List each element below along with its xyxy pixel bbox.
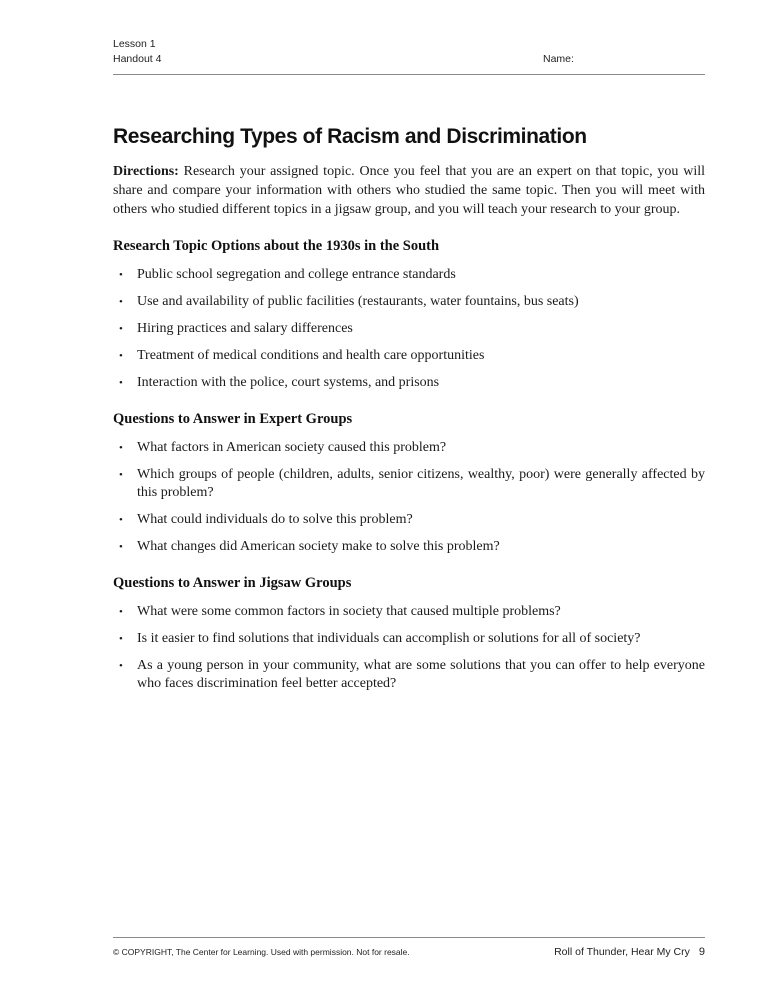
bullet-icon: • [119,541,123,553]
bullet-icon: • [119,660,123,672]
list-item-text: Treatment of medical conditions and health care opportunities [137,348,485,363]
page-title: Researching Types of Racism and Discrimination [113,125,587,148]
list-item [113,374,705,392]
list-item [113,466,705,502]
list-item-text: Which groups of people (children, adults, senior citizens, wealthy, poor) were generally affected by this problem? [137,467,705,500]
bullet-icon: • [119,469,123,481]
section-heading-research-topics: Research Topic Options about the 1930s in the South [113,238,440,254]
list-item [113,320,705,338]
bullet-icon: • [119,633,123,645]
page-header [113,0,705,75]
jigsaw-groups-list [113,603,705,693]
page-number: 9 [698,946,705,958]
name-field-area [543,52,705,67]
directions-text: Research your assigned topic. Once you feel that you are an expert on that topic, you will share and compare your information with others who studied the same topic. Then you will meet with others who studied different topics in a jigsaw group, and you will teach your research to your group. [113,164,705,217]
list-item-text: What were some common factors in society that caused multiple problems? [137,604,561,619]
list-item-text: What factors in American society caused this problem? [137,440,447,455]
expert-groups-list [113,439,705,556]
list-item-text: Is it easier to find solutions that individuals can accomplish or solutions for all of society? [137,631,641,646]
list-item [113,538,705,556]
directions-paragraph [113,162,705,219]
footer-book-block [554,946,705,958]
list-item [113,293,705,311]
list-item-text: Hiring practices and salary differences [137,321,353,336]
list-item-text: What changes did American society make to solve this problem? [137,539,500,554]
section-heading-jigsaw-groups: Questions to Answer in Jigsaw Groups [113,575,352,591]
list-item [113,511,705,529]
lesson-label: Lesson 1 [113,38,156,50]
bullet-icon: • [119,442,123,454]
copyright-notice: © COPYRIGHT, The Center for Learning. Used with permission. Not for resale. [113,947,410,957]
directions-label: Directions: [113,164,179,179]
list-item [113,439,705,457]
page-content [113,0,705,702]
handout-label: Handout 4 [113,53,162,65]
bullet-icon: • [119,377,123,389]
list-item-text: What could individuals do to solve this problem? [137,512,413,527]
bullet-icon: • [119,350,123,362]
book-title: Roll of Thunder, Hear My Cry [554,946,690,958]
list-item-text: Use and availability of public facilities (restaurants, water fountains, bus seats) [137,294,579,309]
list-item [113,657,705,693]
header-lesson-block [113,37,161,67]
section-heading-expert-groups: Questions to Answer in Expert Groups [113,411,353,427]
page-footer [113,937,705,958]
list-item-text: As a young person in your community, what are some solutions that you can offer to help everyone who faces discrimination feel better accepted? [137,658,705,691]
list-item [113,630,705,648]
list-item [113,266,705,284]
bullet-icon: • [119,606,123,618]
list-item-text: Public school segregation and college entrance standards [137,267,456,282]
list-item [113,603,705,621]
research-topics-list [113,266,705,392]
bullet-icon: • [119,269,123,281]
bullet-icon: • [119,296,123,308]
bullet-icon: • [119,514,123,526]
bullet-icon: • [119,323,123,335]
list-item-text: Interaction with the police, court systems, and prisons [137,375,440,390]
list-item [113,347,705,365]
name-label: Name: [543,53,574,65]
